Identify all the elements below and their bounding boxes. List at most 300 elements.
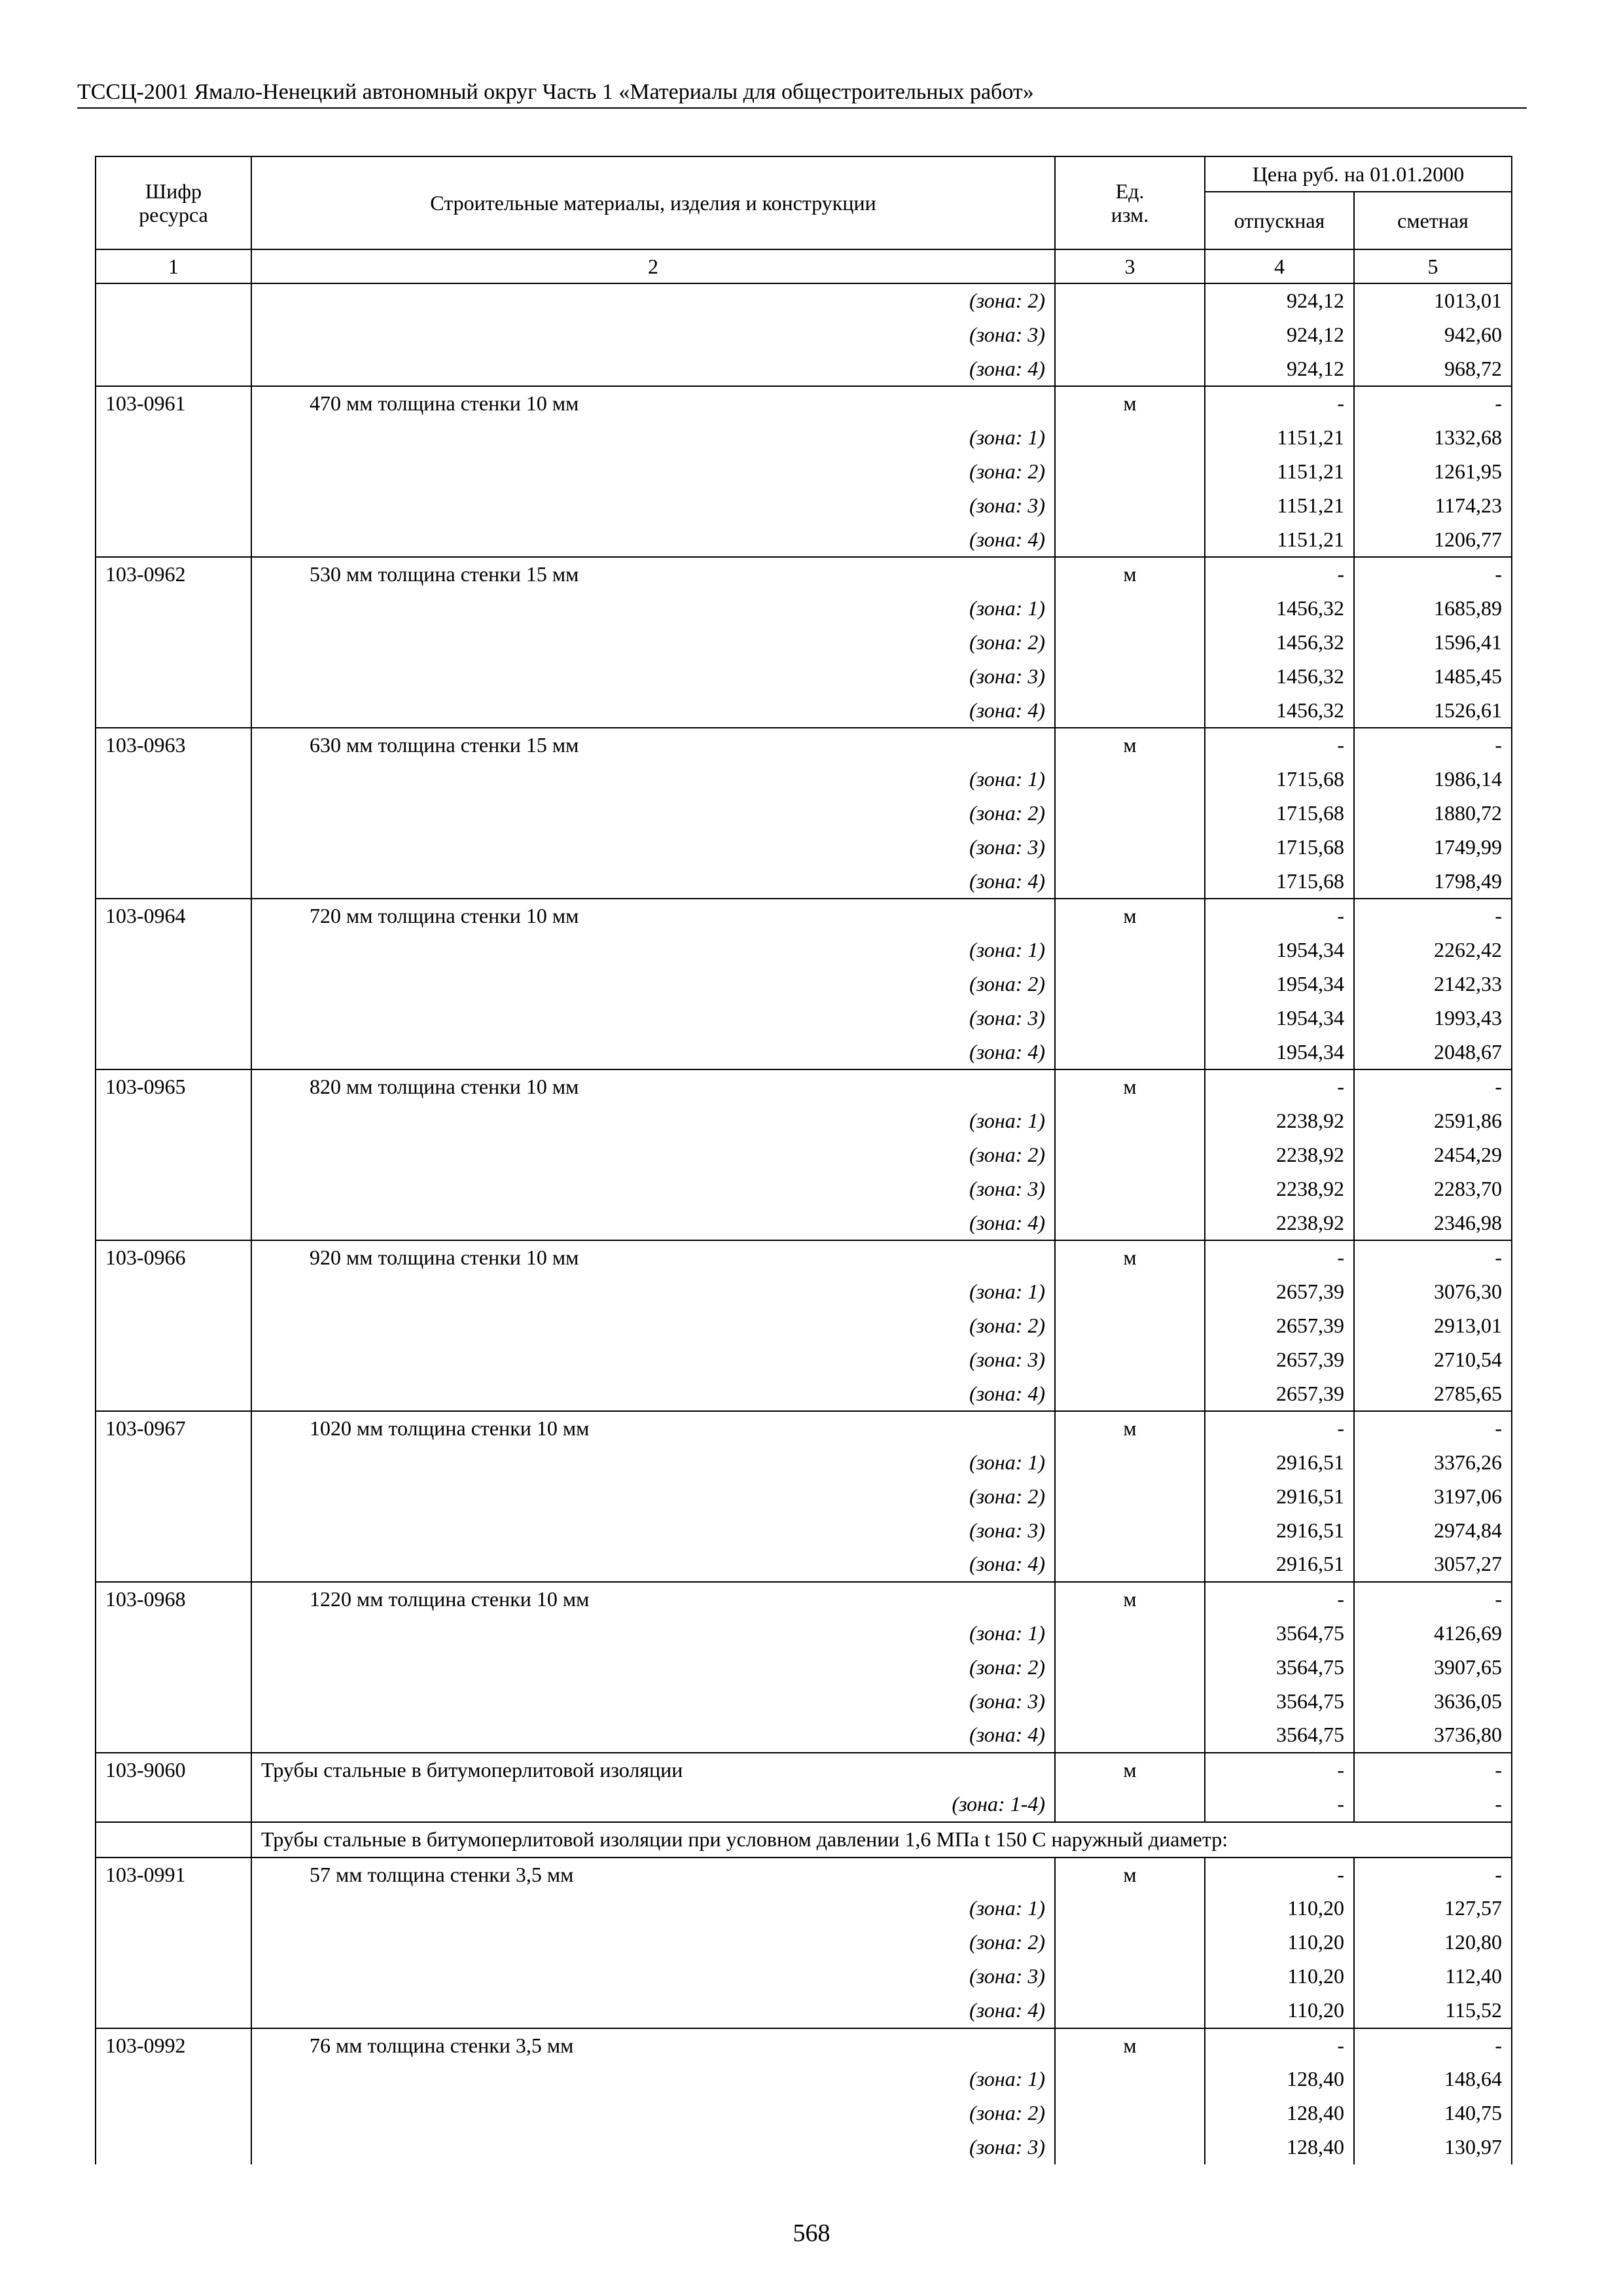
unit-cell [1055, 455, 1205, 489]
unit-cell [1055, 1480, 1205, 1514]
release-price: 2916,51 [1205, 1547, 1354, 1582]
unit-cell [1055, 694, 1205, 728]
estimate-price: 1685,89 [1354, 592, 1512, 626]
code-cell [96, 762, 251, 797]
resource-code: 103-9060 [96, 1753, 251, 1787]
release-price: 924,12 [1205, 318, 1354, 352]
estimate-price: 1526,61 [1354, 694, 1512, 728]
zone-label: (зона: 1) [251, 933, 1055, 967]
zone-label: (зона: 3) [251, 660, 1055, 694]
unit-cell [1055, 283, 1205, 318]
code-cell [96, 523, 251, 558]
zone-label: (зона: 4) [251, 1035, 1055, 1070]
zone-row [96, 762, 1512, 797]
estimate-price: 4126,69 [1354, 1617, 1512, 1651]
unit-cell [1055, 797, 1205, 831]
estimate-price: - [1354, 899, 1512, 933]
zone-row [96, 489, 1512, 523]
zone-label: (зона: 2) [251, 1480, 1055, 1514]
estimate-price: 1174,23 [1354, 489, 1512, 523]
code-cell [96, 421, 251, 455]
estimate-price: 1993,43 [1354, 1001, 1512, 1035]
unit-cell [1055, 318, 1205, 352]
release-price: 3564,75 [1205, 1718, 1354, 1753]
zone-label: (зона: 3) [251, 2130, 1055, 2164]
unit-cell [1055, 2130, 1205, 2164]
release-price: - [1205, 1411, 1354, 1446]
estimate-price: - [1354, 728, 1512, 762]
unit-cell [1055, 1206, 1205, 1241]
zone-label: (зона: 1) [251, 1104, 1055, 1138]
zone-label: (зона: 2) [251, 455, 1055, 489]
estimate-price: 120,80 [1354, 1926, 1512, 1960]
code-cell [96, 1172, 251, 1206]
release-price: 2238,92 [1205, 1206, 1354, 1241]
estimate-price: 2454,29 [1354, 1138, 1512, 1172]
release-price: 110,20 [1205, 1960, 1354, 1994]
release-price: 110,20 [1205, 1926, 1354, 1960]
unit-cell [1055, 1547, 1205, 1582]
col-number: 3 [1055, 249, 1205, 283]
release-price: 3564,75 [1205, 1685, 1354, 1719]
release-price: 2916,51 [1205, 1446, 1354, 1480]
zone-label: (зона: 3) [251, 831, 1055, 865]
release-price: 3564,75 [1205, 1651, 1354, 1685]
unit-cell [1055, 1309, 1205, 1343]
resource-row [96, 1857, 1512, 1892]
code-cell [96, 694, 251, 728]
code-cell [96, 1480, 251, 1514]
code-cell [96, 933, 251, 967]
table-header [96, 156, 1512, 283]
code-cell [96, 1994, 251, 2028]
unit-cell: м [1055, 1582, 1205, 1617]
estimate-price: 2913,01 [1354, 1309, 1512, 1343]
code-cell [96, 318, 251, 352]
resource-row [96, 899, 1512, 933]
code-cell [96, 1685, 251, 1719]
zone-row [96, 831, 1512, 865]
estimate-price: 130,97 [1354, 2130, 1512, 2164]
unit-cell: м [1055, 1069, 1205, 1104]
unit-cell [1055, 1685, 1205, 1719]
release-price: 1715,68 [1205, 865, 1354, 899]
release-price: 2657,39 [1205, 1275, 1354, 1309]
zone-row [96, 1275, 1512, 1309]
col-unit-header: Ед. изм. [1055, 156, 1205, 249]
zone-label: (зона: 4) [251, 1547, 1055, 1582]
code-cell [96, 455, 251, 489]
unit-cell: м [1055, 728, 1205, 762]
zone-label: (зона: 1) [251, 421, 1055, 455]
unit-cell [1055, 1377, 1205, 1412]
unit-cell [1055, 1446, 1205, 1480]
estimate-price: 3076,30 [1354, 1275, 1512, 1309]
release-price: 1151,21 [1205, 421, 1354, 455]
release-price: 1954,34 [1205, 1035, 1354, 1070]
code-cell [96, 1035, 251, 1070]
zone-row [96, 1309, 1512, 1343]
release-price: - [1205, 1240, 1354, 1275]
resource-code: 103-0964 [96, 899, 251, 933]
resource-row [96, 1753, 1512, 1787]
estimate-price: 2262,42 [1354, 933, 1512, 967]
code-cell [96, 1001, 251, 1035]
estimate-price: 2710,54 [1354, 1343, 1512, 1377]
code-cell [96, 352, 251, 387]
col-price-estimate-header: сметная [1354, 192, 1512, 249]
code-cell [96, 1104, 251, 1138]
zone-row [96, 2096, 1512, 2130]
estimate-price: 3197,06 [1354, 1480, 1512, 1514]
col-price-group-header: Цена руб. на 01.01.2000 [1205, 156, 1512, 192]
zone-row [96, 1617, 1512, 1651]
unit-cell [1055, 421, 1205, 455]
zone-label: (зона: 4) [251, 1206, 1055, 1241]
code-cell [96, 1275, 251, 1309]
unit-cell [1055, 523, 1205, 558]
code-cell [96, 1446, 251, 1480]
zone-row [96, 865, 1512, 899]
release-price: 110,20 [1205, 1994, 1354, 2028]
zone-label: (зона: 4) [251, 352, 1055, 387]
release-price: 2916,51 [1205, 1514, 1354, 1548]
zone-row [96, 1343, 1512, 1377]
zone-row [96, 1001, 1512, 1035]
zone-row [96, 2130, 1512, 2164]
code-cell [96, 1617, 251, 1651]
zone-row [96, 352, 1512, 387]
resource-row [96, 728, 1512, 762]
zone-row [96, 1104, 1512, 1138]
unit-cell [1055, 865, 1205, 899]
section-row [96, 1822, 1512, 1857]
zone-label: (зона: 4) [251, 1377, 1055, 1412]
code-cell [96, 831, 251, 865]
unit-cell: м [1055, 899, 1205, 933]
zone-row [96, 455, 1512, 489]
resource-code: 103-0961 [96, 386, 251, 421]
zone-row [96, 1138, 1512, 1172]
unit-cell [1055, 1960, 1205, 1994]
code-cell [96, 489, 251, 523]
unit-cell [1055, 1926, 1205, 1960]
unit-cell: м [1055, 1753, 1205, 1787]
estimate-price: 3636,05 [1354, 1685, 1512, 1719]
estimate-price: - [1354, 1069, 1512, 1104]
zone-label: (зона: 4) [251, 694, 1055, 728]
estimate-price: 115,52 [1354, 1994, 1512, 2028]
estimate-price: 3736,80 [1354, 1718, 1512, 1753]
zone-label: (зона: 3) [251, 1343, 1055, 1377]
resource-name: 820 мм толщина стенки 10 мм [251, 1069, 1055, 1104]
estimate-price: - [1354, 1857, 1512, 1892]
code-cell [96, 865, 251, 899]
unit-cell [1055, 1138, 1205, 1172]
zone-row [96, 1547, 1512, 1582]
estimate-price: 1798,49 [1354, 865, 1512, 899]
code-cell [96, 283, 251, 318]
resource-name: 720 мм толщина стенки 10 мм [251, 899, 1055, 933]
release-price: 1715,68 [1205, 831, 1354, 865]
unit-cell: м [1055, 386, 1205, 421]
section-title: Трубы стальные в битумоперлитовой изоляции при условном давлении 1,6 МПа t 150 С наружный диаметр: [251, 1822, 1512, 1857]
release-price: 128,40 [1205, 2096, 1354, 2130]
unit-cell [1055, 762, 1205, 797]
zone-row [96, 1685, 1512, 1719]
col-number: 1 [96, 249, 251, 283]
zone-row [96, 1926, 1512, 1960]
resource-name: 530 мм толщина стенки 15 мм [251, 557, 1055, 592]
code-cell [96, 1926, 251, 1960]
unit-cell [1055, 2096, 1205, 2130]
col-name-header: Строительные материалы, изделия и конструкции [251, 156, 1055, 249]
zone-label: (зона: 4) [251, 523, 1055, 558]
zone-row [96, 967, 1512, 1001]
release-price: 1715,68 [1205, 797, 1354, 831]
code-cell [96, 1514, 251, 1548]
estimate-price: 1261,95 [1354, 455, 1512, 489]
zone-label: (зона: 2) [251, 626, 1055, 660]
resource-row [96, 386, 1512, 421]
unit-cell: м [1055, 2028, 1205, 2063]
estimate-price: 148,64 [1354, 2062, 1512, 2096]
page-header: ТССЦ-2001 Ямало-Ненецкий автономный округ Часть 1 «Материалы для общестроительных работ» [77, 77, 1527, 109]
zone-row [96, 1960, 1512, 1994]
code-cell [96, 1718, 251, 1753]
zone-row [96, 1787, 1512, 1822]
estimate-price: 3376,26 [1354, 1446, 1512, 1480]
zone-label: (зона: 1) [251, 762, 1055, 797]
zone-row [96, 1035, 1512, 1070]
resource-code: 103-0968 [96, 1582, 251, 1617]
zone-label: (зона: 3) [251, 1685, 1055, 1719]
release-price: - [1205, 2028, 1354, 2063]
release-price: 1715,68 [1205, 762, 1354, 797]
resource-row [96, 1069, 1512, 1104]
release-price: 1954,34 [1205, 933, 1354, 967]
zone-row [96, 523, 1512, 558]
code-cell [96, 797, 251, 831]
code-cell [96, 2096, 251, 2130]
zone-row [96, 933, 1512, 967]
release-price: 1151,21 [1205, 489, 1354, 523]
estimate-price: 2142,33 [1354, 967, 1512, 1001]
col-code-header: Шифр ресурса [96, 156, 251, 249]
resource-name: 630 мм толщина стенки 15 мм [251, 728, 1055, 762]
release-price: - [1205, 1787, 1354, 1822]
code-cell [96, 967, 251, 1001]
estimate-price: - [1354, 1753, 1512, 1787]
resource-row [96, 557, 1512, 592]
resource-name: 470 мм толщина стенки 10 мм [251, 386, 1055, 421]
unit-cell: м [1055, 1240, 1205, 1275]
zone-row [96, 1514, 1512, 1548]
release-price: 1456,32 [1205, 694, 1354, 728]
zone-row [96, 1718, 1512, 1753]
resource-code: 103-0963 [96, 728, 251, 762]
zone-label: (зона: 3) [251, 1172, 1055, 1206]
zone-row [96, 660, 1512, 694]
resource-name: 57 мм толщина стенки 3,5 мм [251, 1857, 1055, 1892]
zone-row [96, 694, 1512, 728]
estimate-price: 1013,01 [1354, 283, 1512, 318]
estimate-price: 2283,70 [1354, 1172, 1512, 1206]
code-cell [96, 1651, 251, 1685]
price-table [95, 156, 1512, 2164]
unit-cell [1055, 489, 1205, 523]
release-price: 2916,51 [1205, 1480, 1354, 1514]
release-price: 1456,32 [1205, 626, 1354, 660]
release-price: - [1205, 386, 1354, 421]
zone-label: (зона: 2) [251, 797, 1055, 831]
zone-row [96, 592, 1512, 626]
zone-label: (зона: 1) [251, 1892, 1055, 1926]
unit-cell [1055, 1892, 1205, 1926]
unit-cell [1055, 592, 1205, 626]
resource-code: 103-0967 [96, 1411, 251, 1446]
zone-label: (зона: 2) [251, 1138, 1055, 1172]
resource-name: 76 мм толщина стенки 3,5 мм [251, 2028, 1055, 2063]
estimate-price: 3907,65 [1354, 1651, 1512, 1685]
zone-row [96, 797, 1512, 831]
estimate-price: 2346,98 [1354, 1206, 1512, 1241]
release-price: 2238,92 [1205, 1172, 1354, 1206]
zone-label: (зона: 4) [251, 1994, 1055, 2028]
estimate-price: 942,60 [1354, 318, 1512, 352]
unit-cell [1055, 1718, 1205, 1753]
table-body [96, 283, 1512, 2164]
code-cell [96, 1138, 251, 1172]
release-price: 110,20 [1205, 1892, 1354, 1926]
zone-row [96, 283, 1512, 318]
zone-label: (зона: 3) [251, 1001, 1055, 1035]
estimate-price: 2591,86 [1354, 1104, 1512, 1138]
code-cell [96, 1787, 251, 1822]
release-price: - [1205, 1582, 1354, 1617]
code-cell [96, 1892, 251, 1926]
code-cell [96, 1822, 251, 1857]
code-cell [96, 1960, 251, 1994]
zone-label: (зона: 1) [251, 1446, 1055, 1480]
zone-row [96, 1172, 1512, 1206]
unit-cell [1055, 352, 1205, 387]
release-price: 1954,34 [1205, 1001, 1354, 1035]
code-cell [96, 1377, 251, 1412]
zone-label: (зона: 3) [251, 1514, 1055, 1548]
unit-cell [1055, 1104, 1205, 1138]
estimate-price: - [1354, 557, 1512, 592]
estimate-price: 1880,72 [1354, 797, 1512, 831]
release-price: 2657,39 [1205, 1309, 1354, 1343]
release-price: 924,12 [1205, 283, 1354, 318]
estimate-price: 1986,14 [1354, 762, 1512, 797]
zone-label: (зона: 2) [251, 967, 1055, 1001]
estimate-price: - [1354, 1787, 1512, 1822]
zone-row [96, 2062, 1512, 2096]
unit-cell [1055, 660, 1205, 694]
release-price: - [1205, 1069, 1354, 1104]
unit-cell [1055, 1172, 1205, 1206]
resource-name: Трубы стальные в битумоперлитовой изоляции [251, 1753, 1055, 1787]
resource-name: 1220 мм толщина стенки 10 мм [251, 1582, 1055, 1617]
estimate-price: - [1354, 1240, 1512, 1275]
zone-row [96, 1892, 1512, 1926]
resource-row [96, 2028, 1512, 2063]
zone-row [96, 421, 1512, 455]
zone-label: (зона: 2) [251, 1651, 1055, 1685]
zone-label: (зона: 2) [251, 283, 1055, 318]
unit-cell [1055, 1617, 1205, 1651]
estimate-price: 3057,27 [1354, 1547, 1512, 1582]
zone-label: (зона: 3) [251, 489, 1055, 523]
unit-cell [1055, 967, 1205, 1001]
release-price: - [1205, 899, 1354, 933]
estimate-price: 112,40 [1354, 1960, 1512, 1994]
zone-label: (зона: 1-4) [251, 1787, 1055, 1822]
zone-row [96, 1480, 1512, 1514]
resource-name: 1020 мм толщина стенки 10 мм [251, 1411, 1055, 1446]
unit-cell [1055, 626, 1205, 660]
estimate-price: - [1354, 386, 1512, 421]
unit-cell: м [1055, 1411, 1205, 1446]
zone-label: (зона: 3) [251, 1960, 1055, 1994]
zone-row [96, 1206, 1512, 1241]
unit-cell [1055, 2062, 1205, 2096]
release-price: 924,12 [1205, 352, 1354, 387]
resource-row [96, 1582, 1512, 1617]
release-price: 1151,21 [1205, 455, 1354, 489]
estimate-price: 968,72 [1354, 352, 1512, 387]
zone-row [96, 626, 1512, 660]
zone-row [96, 318, 1512, 352]
release-price: 2657,39 [1205, 1377, 1354, 1412]
code-cell [96, 626, 251, 660]
estimate-price: 127,57 [1354, 1892, 1512, 1926]
zone-label: (зона: 2) [251, 1309, 1055, 1343]
zone-row [96, 1994, 1512, 2028]
unit-cell: м [1055, 557, 1205, 592]
code-cell [96, 660, 251, 694]
col-price-release-header: отпускная [1205, 192, 1354, 249]
resource-code: 103-0962 [96, 557, 251, 592]
resource-code: 103-0991 [96, 1857, 251, 1892]
unit-cell [1055, 933, 1205, 967]
release-price: 1456,32 [1205, 660, 1354, 694]
code-cell [96, 1547, 251, 1582]
estimate-price: 2048,67 [1354, 1035, 1512, 1070]
estimate-price: 2785,65 [1354, 1377, 1512, 1412]
zone-label: (зона: 1) [251, 1617, 1055, 1651]
release-price: - [1205, 557, 1354, 592]
release-price: - [1205, 1857, 1354, 1892]
col-number: 4 [1205, 249, 1354, 283]
unit-cell [1055, 1651, 1205, 1685]
unit-cell [1055, 1035, 1205, 1070]
resource-code: 103-0992 [96, 2028, 251, 2063]
code-cell [96, 1206, 251, 1241]
unit-cell [1055, 1001, 1205, 1035]
col-number: 5 [1354, 249, 1512, 283]
code-cell [96, 2130, 251, 2164]
zone-label: (зона: 2) [251, 2096, 1055, 2130]
estimate-price: 1332,68 [1354, 421, 1512, 455]
release-price: 3564,75 [1205, 1617, 1354, 1651]
estimate-price: - [1354, 2028, 1512, 2063]
release-price: - [1205, 728, 1354, 762]
zone-row [96, 1446, 1512, 1480]
release-price: 2238,92 [1205, 1104, 1354, 1138]
